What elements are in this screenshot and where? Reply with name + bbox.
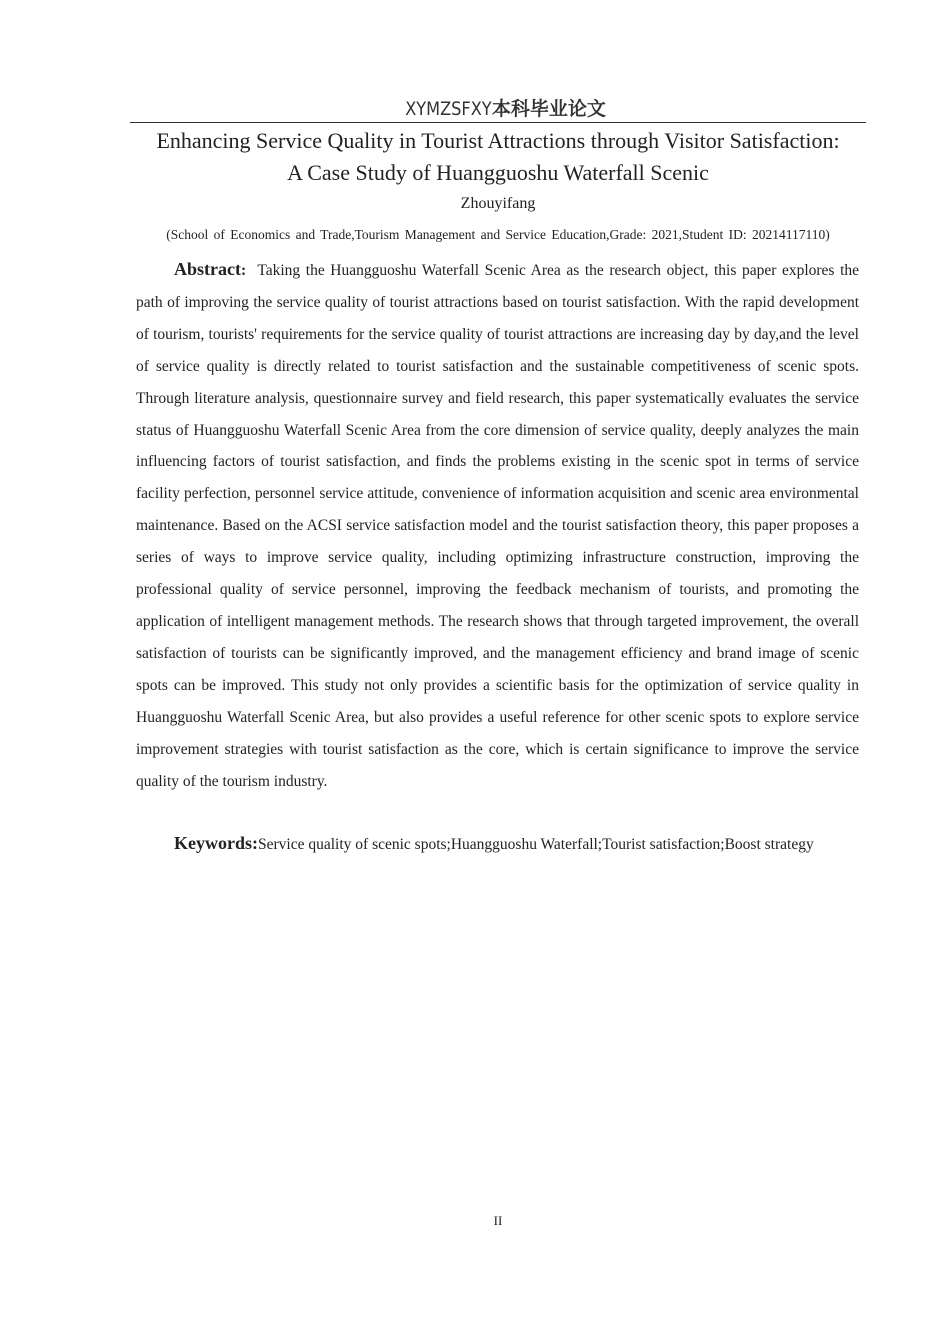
paper-title [120,125,876,189]
keywords-paragraph [136,828,859,860]
header-institution-code: XYMZSFXY [405,98,492,120]
abstract-colon: : [240,262,247,279]
page-number: II [493,1213,503,1228]
abstract-paragraph [136,254,859,797]
header-thesis-label: 本科毕业论文 [491,98,606,120]
title-line-2: A Case Study of Huangguoshu Waterfall Scenic [287,160,709,185]
running-header [130,96,866,123]
abstract-text: Taking the Huangguoshu Waterfall Scenic Area as the research object, this paper explores the path of improving the service quality of tourist attractions based on tourist satisfaction. With the rapid development of tourism, tourists' requirements for the service quality of tourist attractions are increasing day by day,and the level of service quality is directly related to tourist satisfaction and the sustainable competitiveness of scenic spots. Through literature analysis, questionnaire survey and field research, this paper systematically evaluates the service status of Huangguoshu Waterfall Scenic Area from the core dimension of service quality, deeply analyzes the main influencing factors of tourist satisfaction, and finds the problems existing in the scenic spot in terms of service facility perfection, personnel service attitude, convenience of information acquisition and scenic area environmental maintenance. Based on the ACSI service satisfaction model and the tourist satisfaction theory, this paper proposes a series of ways to improve service quality, including optimizing infrastructure construction, improving the professional quality of service personnel, improving the feedback mechanism of tourists, and promoting the application of intelligent management methods. The research shows that through targeted improvement, the overall satisfaction of tourists can be significantly improved, and the management efficiency and brand image of scenic spots can be improved. This study not only provides a scientific basis for the optimization of service quality in Huangguoshu Waterfall Scenic Area, but also provides a useful reference for other scenic spots to explore service improvement strategies with tourist satisfaction as the core, which is certain significance to improve the service quality of the tourism industry. [136,262,859,790]
keywords-text: Service quality of scenic spots;Huangguoshu Waterfall;Tourist satisfaction;Boost strategy [258,836,814,853]
title-line-1: Enhancing Service Quality in Tourist Attractions through Visitor Satisfaction: [156,128,840,153]
abstract-label: Abstract [174,259,241,279]
author-name: Zhouyifang [460,195,536,212]
author-affiliation: (School of Economics and Trade,Tourism Management and Service Education,Grade: 2021,Student ID: 20214117110) [166,227,830,242]
keywords-label: Keywords: [174,833,258,853]
